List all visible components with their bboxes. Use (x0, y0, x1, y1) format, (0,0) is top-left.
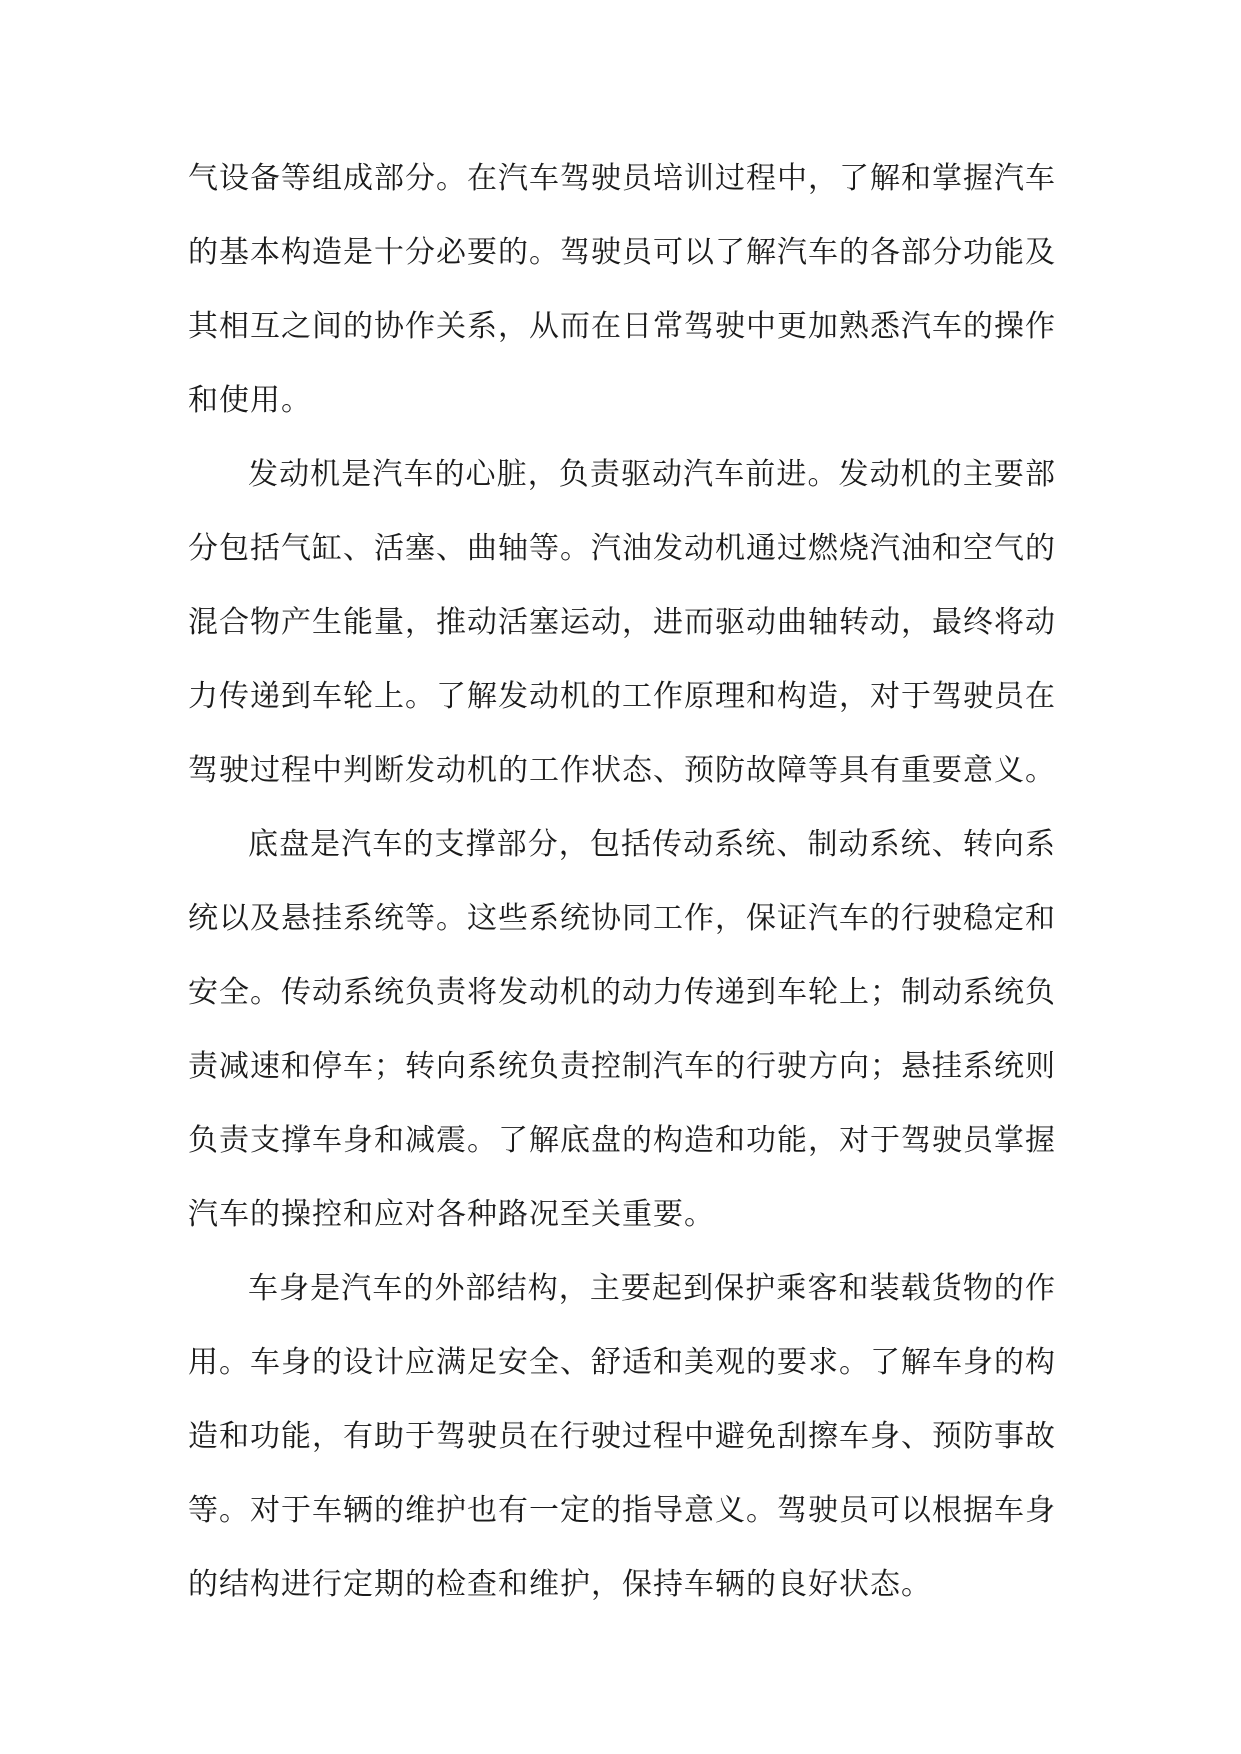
document-body (188, 142, 1056, 1622)
paragraph-intro-continued: 气设备等组成部分。在汽车驾驶员培训过程中，了解和掌握汽车的基本构造是十分必要的。驾驶员可以了解汽车的各部分功能及其相互之间的协作关系，从而在日常驾驶中更加熟悉汽车的操作和使用。 (188, 161, 1056, 418)
paragraph-body: 车身是汽车的外部结构，主要起到保护乘客和装载货物的作用。车身的设计应满足安全、舒适和美观的要求。了解车身的构造和功能，有助于驾驶员在行驶过程中避免刮擦车身、预防事故等。对于车辆的维护也有一定的指导意义。驾驶员可以根据车身的结构进行定期的检查和维护，保持车辆的良好状态。 (188, 1271, 1056, 1602)
paragraph-chassis: 底盘是汽车的支撑部分，包括传动系统、制动系统、转向系统以及悬挂系统等。这些系统协同工作，保证汽车的行驶稳定和安全。传动系统负责将发动机的动力传递到车轮上；制动系统负责减速和停车；转向系统负责控制汽车的行驶方向；悬挂系统则负责支撑车身和减震。了解底盘的构造和功能，对于驾驶员掌握汽车的操控和应对各种路况至关重要。 (188, 827, 1056, 1232)
paragraph-engine: 发动机是汽车的心脏，负责驱动汽车前进。发动机的主要部分包括气缸、活塞、曲轴等。汽油发动机通过燃烧汽油和空气的混合物产生能量，推动活塞运动，进而驱动曲轴转动，最终将动力传递到车轮上。了解发动机的工作原理和构造，对于驾驶员在驾驶过程中判断发动机的工作状态、预防故障等具有重要意义。 (188, 457, 1056, 788)
